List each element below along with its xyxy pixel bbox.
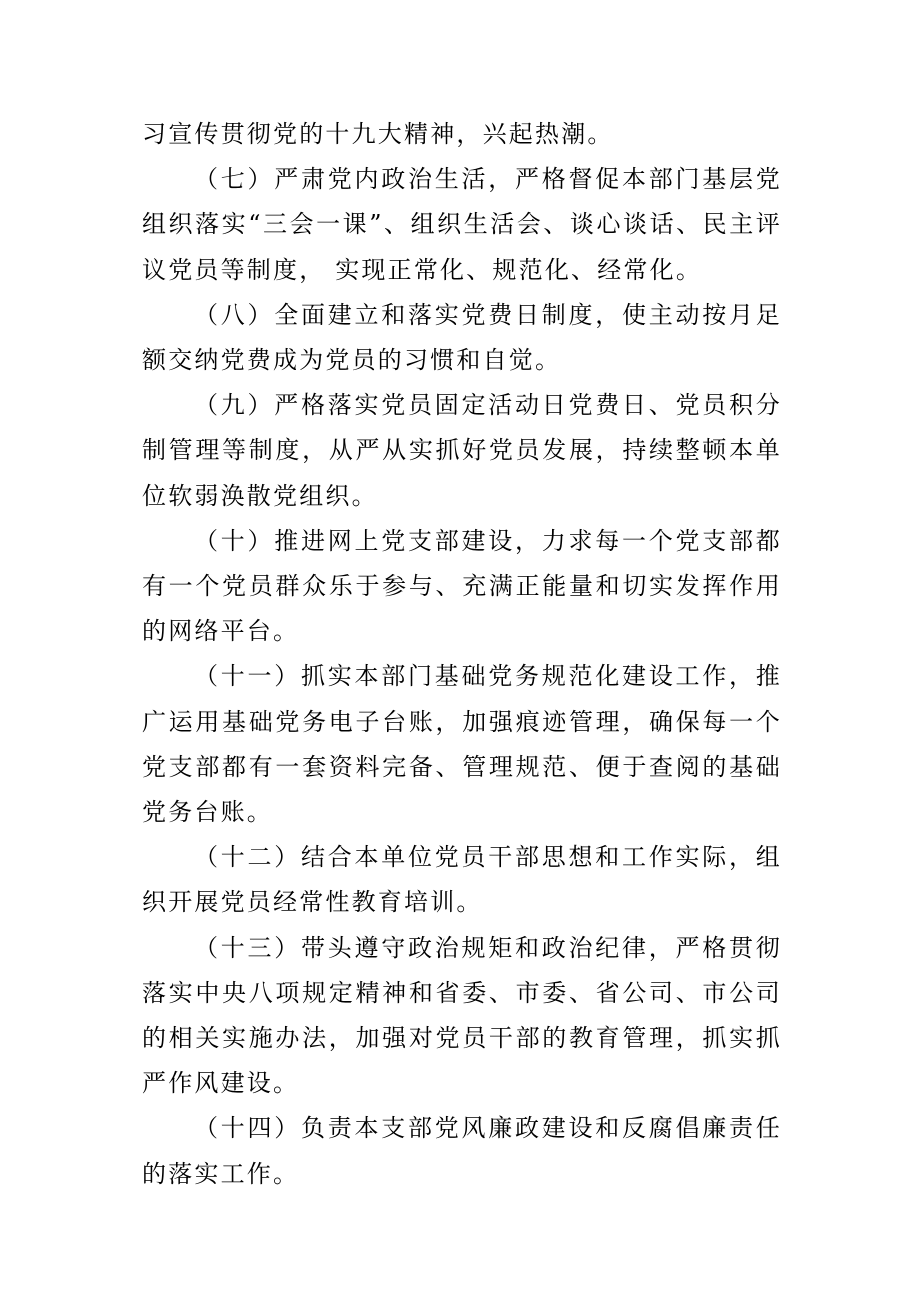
paragraph-item-12: （十二）结合本单位党员干部思想和工作实际，组织开展党员经常性教育培训。 bbox=[142, 843, 782, 917]
paragraph-item-10: （十）推进网上党支部建设，力求每一个党支部都有一个党员群众乐于参与、充满正能量和切实发挥作用的网络平台。 bbox=[142, 526, 782, 646]
document-body bbox=[142, 112, 782, 1197]
paragraph-item-14: （十四）负责本支部党风廉政建设和反腐倡廉责任的落实工作。 bbox=[142, 1114, 782, 1188]
paragraph-continued: 习宣传贯彻党的十九大精神，兴起热潮。 bbox=[142, 120, 614, 148]
paragraph-item-9: （九）严格落实党员固定活动日党费日、党员积分制管理等制度，从严从实抓好党员发展，持续整顿本单位软弱涣散党组织。 bbox=[142, 391, 782, 510]
paragraph-item-13: （十三）带头遵守政治规矩和政治纪律，严格贯彻落实中央八项规定精神和省委、市委、省公司、市公司的相关实施办法，加强对党员干部的教育管理，抓实抓严作风建设。 bbox=[142, 933, 782, 1098]
paragraph-item-7: （七）严肃党内政治生活，严格督促本部门基层党组织落实“三会一课”、组织生活会、谈心谈话、民主评议党员等制度， 实现正常化、规范化、经常化。 bbox=[142, 165, 782, 284]
paragraph-item-8: （八）全面建立和落实党费日制度，使主动按月足额交纳党费成为党员的习惯和自觉。 bbox=[142, 300, 782, 375]
paragraph-item-11: （十一）抓实本部门基础党务规范化建设工作，推广运用基础党务电子台账，加强痕迹管理，确保每一个党支部都有一套资料完备、管理规范、便于查阅的基础党务台账。 bbox=[142, 662, 782, 827]
